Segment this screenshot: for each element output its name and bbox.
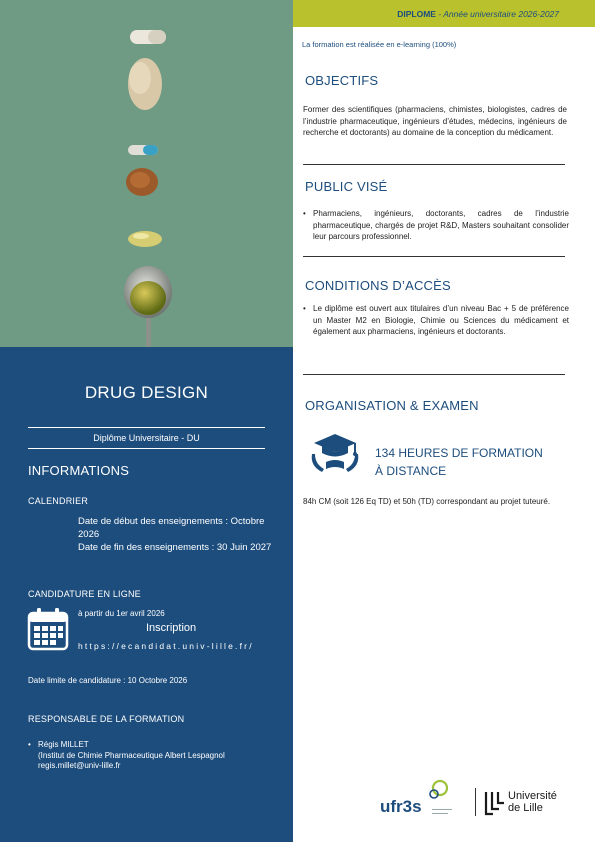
ufr3s-logo: [378, 779, 466, 819]
hours-detail: 84h CM (soit 126 Eq TD) et 50h (TD) correspondant au projet tuteuré.: [303, 497, 551, 506]
responsable-email[interactable]: regis.millet@univ-lille.fr: [38, 761, 121, 770]
bullet-icon: •: [28, 740, 31, 749]
organisation-heading: ORGANISATION & EXAMEN: [305, 398, 479, 413]
public-item: • Pharmaciens, ingénieurs, doctorants, cadres de l’industrie pharmaceutique, chargés de projet R&D, Masters souhaitant consolider leur parcours professionnel.: [303, 209, 569, 241]
logo-divider: [475, 788, 476, 816]
responsable-contact: [28, 740, 225, 772]
bullet-icon: •: [303, 304, 306, 313]
elearning-note: La formation est réalisée en e-learning (100%): [302, 40, 457, 49]
cover-photo: [0, 0, 293, 347]
responsable-institute: (Institut de Chimie Pharmaceutique Albert Lespagnol: [38, 750, 225, 760]
calendar-icon: [27, 607, 69, 651]
program-title: DRUG DESIGN: [84, 383, 209, 402]
end-date: Date de fin des enseignements : 30 Juin 2027: [78, 542, 272, 553]
public-heading: PUBLIC VISÉ: [305, 179, 388, 194]
hours-headline: [375, 444, 543, 480]
bullet-icon: •: [303, 209, 306, 218]
objectifs-heading: OBJECTIFS: [305, 73, 379, 88]
header-text: [397, 9, 559, 19]
universite-lille-wordmark: Université de Lille: [508, 790, 557, 814]
application-link[interactable]: https://ecandidat.univ-lille.fr/: [78, 641, 254, 651]
section-divider: [303, 374, 565, 375]
header-bar: [293, 0, 595, 27]
candidature-heading: CANDIDATURE EN LIGNE: [28, 589, 141, 599]
inscription-label: Inscription: [146, 622, 197, 634]
responsable-name: Régis MILLET: [38, 740, 89, 749]
hours-line-2: À DISTANCE: [375, 464, 447, 478]
objectifs-text: Former des scientifiques (pharmaciens, chimistes, biologistes, cadres de l’industrie pharmaceutique, ingénieurs d’études, médecins, ingénieurs de recherche et doctorants) au domaine de la conception du médicament.: [303, 105, 567, 137]
program-subtitle: Diplôme Universitaire - DU: [93, 433, 200, 443]
pills-illustration: [0, 0, 293, 347]
section-divider: [303, 164, 565, 165]
ufr3s-wordmark: ufr3s: [380, 797, 422, 816]
subtitle-divider: [28, 448, 265, 449]
info-panel: [0, 347, 293, 842]
conditions-item: • Le diplôme est ouvert aux titulaires d’un niveau Bac + 5 de préférence un Master M2 en Biologie, Chimie ou Sciences du médicament et également aux pharmaciens, ingénieurs et doctorants.: [303, 304, 569, 336]
academic-year: - Année universitaire 2026-2027: [435, 9, 559, 19]
application-deadline: Date limite de candidature : 10 Octobre 2026: [28, 676, 188, 685]
section-divider: [303, 256, 565, 257]
informations-heading: INFORMATIONS: [28, 463, 130, 478]
conditions-heading: CONDITIONS D’ACCÈS: [305, 278, 451, 293]
diploma-label: DIPLOME: [397, 9, 436, 19]
graduation-icon: [304, 432, 366, 476]
title-divider: [28, 427, 265, 428]
application-start: à partir du 1er avril 2026: [78, 609, 165, 618]
calendrier-heading: CALENDRIER: [28, 496, 89, 506]
hours-line-1: 134 HEURES DE FORMATION: [375, 446, 543, 460]
start-date: Date de début des enseignements : Octobre 2026: [78, 516, 265, 540]
responsable-heading: RESPONSABLE DE LA FORMATION: [28, 714, 185, 724]
